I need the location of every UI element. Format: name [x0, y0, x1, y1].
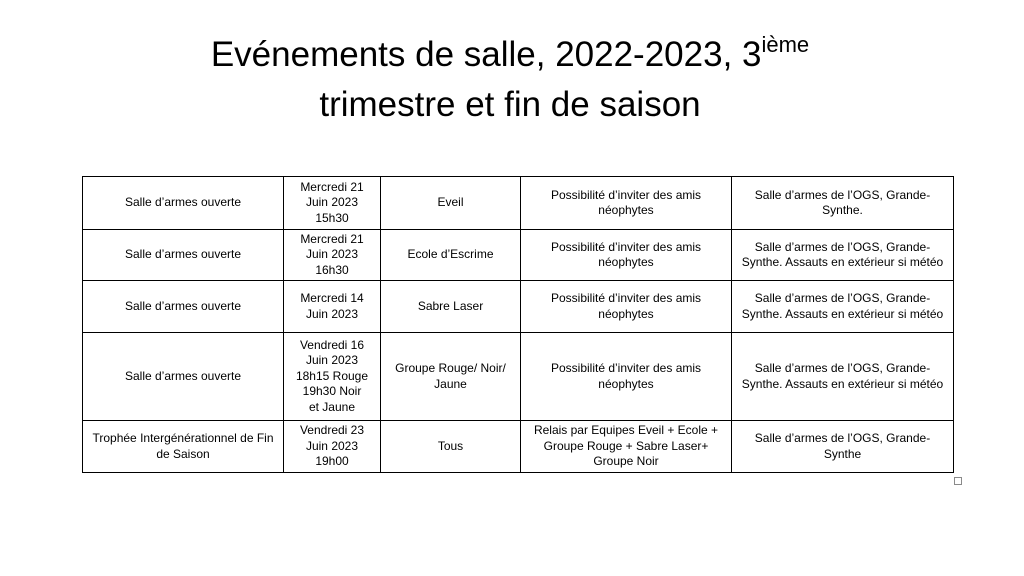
event-text: Salle d’armes ouverte: [124, 195, 242, 210]
place-cell: [732, 421, 954, 473]
note-text: Possibilité d’inviter des amis néophytes: [550, 291, 702, 321]
date-text: Mercredi 21 Juin 2023 16h30: [300, 231, 364, 277]
note-text: Relais par Equipes Eveil + Ecole + Groupe Rouge + Sabre Laser+ Groupe Noir: [533, 423, 719, 469]
place-cell: [732, 230, 954, 281]
note-cell: [521, 281, 732, 333]
group-text: Tous: [437, 438, 464, 453]
slide-title-superscript: ième: [761, 32, 810, 57]
note-cell: [521, 177, 732, 230]
note-cell: [521, 230, 732, 281]
note-text: Possibilité d’inviter des amis néophytes: [550, 187, 702, 217]
event-cell: [83, 281, 284, 333]
date-text: Mercredi 14 Juin 2023: [300, 291, 364, 321]
group-cell: [381, 333, 521, 421]
table-row: [83, 177, 954, 230]
place-cell: [732, 333, 954, 421]
event-text: Salle d’armes ouverte: [124, 247, 242, 262]
event-cell: [83, 177, 284, 230]
place-text: Salle d’armes de l’OGS, Grande-Synthe: [754, 431, 931, 461]
group-text: Sabre Laser: [417, 298, 484, 313]
date-text: Vendredi 23 Juin 2023 19h00: [299, 423, 365, 469]
note-cell: [521, 333, 732, 421]
events-table: [82, 176, 954, 473]
place-text: Salle d’armes de l’OGS, Grande-Synthe.: [754, 187, 931, 217]
note-cell: [521, 421, 732, 473]
table-row: [83, 281, 954, 333]
table-row: [83, 333, 954, 421]
date-cell: [284, 230, 381, 281]
date-cell: [284, 281, 381, 333]
date-cell: [284, 333, 381, 421]
place-text: Salle d’armes de l’OGS, Grande-Synthe. Assauts en extérieur si météo: [741, 361, 944, 391]
group-text: Ecole d’Escrime: [407, 247, 494, 262]
note-text: Possibilité d’inviter des amis néophytes: [550, 361, 702, 391]
date-cell: [284, 177, 381, 230]
event-text: Trophée Intergénérationnel de Fin de Saison: [92, 431, 274, 461]
event-text: Salle d’armes ouverte: [124, 368, 242, 383]
slide-title-line1: Evénements de salle, 2022-2023, 3: [210, 35, 762, 74]
event-cell: [83, 333, 284, 421]
table-row: [83, 230, 954, 281]
group-cell: [381, 230, 521, 281]
group-cell: [381, 281, 521, 333]
event-cell: [83, 421, 284, 473]
event-text: Salle d’armes ouverte: [124, 298, 242, 313]
group-cell: [381, 421, 521, 473]
table-resize-handle[interactable]: [954, 477, 962, 485]
slide-title: [80, 30, 940, 130]
group-cell: [381, 177, 521, 230]
group-text: Eveil: [437, 195, 464, 210]
place-text: Salle d’armes de l’OGS, Grande-Synthe. Assauts en extérieur si météo: [741, 239, 944, 269]
table-row: [83, 421, 954, 473]
note-text: Possibilité d’inviter des amis néophytes: [550, 239, 702, 269]
place-cell: [732, 177, 954, 230]
date-text: Mercredi 21 Juin 2023 15h30: [300, 179, 364, 225]
slide-title-line2: trimestre et fin de saison: [319, 85, 701, 124]
place-cell: [732, 281, 954, 333]
date-text: Vendredi 16 Juin 2023 18h15 Rouge 19h30 Noir et Jaune: [295, 337, 369, 414]
place-text: Salle d’armes de l’OGS, Grande-Synthe. Assauts en extérieur si météo: [741, 291, 944, 321]
date-cell: [284, 421, 381, 473]
event-cell: [83, 230, 284, 281]
group-text: Groupe Rouge/ Noir/ Jaune: [395, 361, 506, 391]
